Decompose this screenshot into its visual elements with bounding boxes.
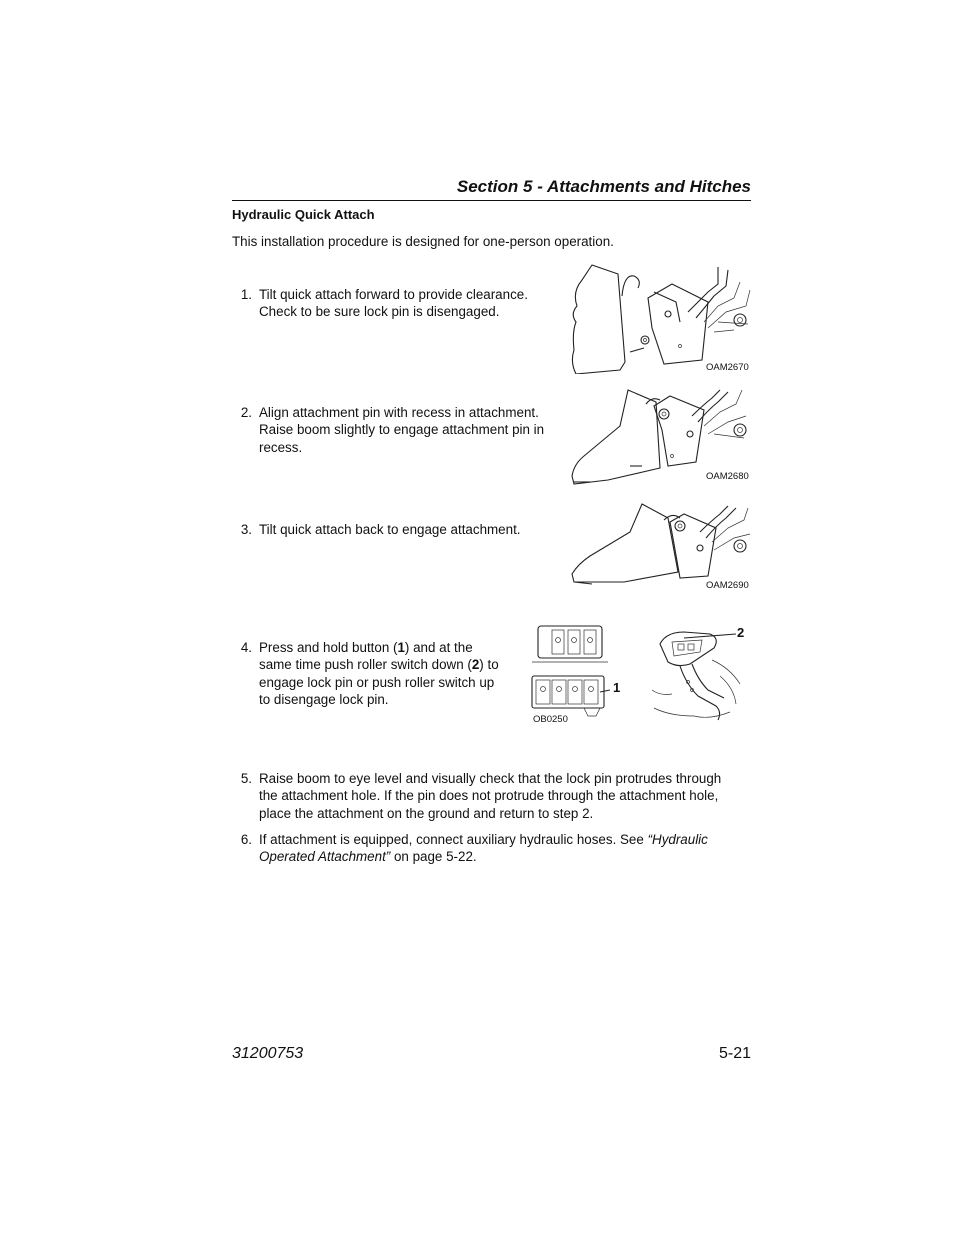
step-line: Raise boom slightly to engage attachment pin in [259, 422, 545, 438]
step-line: Raise boom to eye level and visually check that the lock pin protrudes through [259, 771, 722, 786]
callout-2: 2 [737, 625, 745, 640]
header-rule [232, 200, 751, 201]
step-4 [232, 639, 522, 711]
switch-panel-illustration [530, 622, 610, 720]
step-number: 1. [240, 287, 252, 302]
step-5 [232, 770, 752, 826]
step-line: Press and hold button (1) and at the [259, 640, 473, 655]
step-line: Tilt quick attach forward to provide clearance. [259, 287, 528, 302]
step-6 [232, 831, 752, 869]
figure-caption: OAM2670 [706, 362, 749, 373]
section-title: Section 5 - Attachments and Hitches [456, 177, 751, 196]
step-line: the attachment hole. If the pin does not protrude through the attachment hole, [259, 788, 719, 804]
step-line: place the attachment on the ground and return to step 2. [259, 805, 594, 821]
step-line: If attachment is equipped, connect auxiliary hydraulic hoses. See “Hydraulic [259, 832, 708, 847]
step-2 [232, 404, 572, 460]
step-number: 5. [240, 771, 252, 786]
cross-reference-link[interactable]: “Hydraulic [647, 832, 708, 847]
step-1 [232, 286, 562, 326]
step-3 [232, 521, 562, 541]
figure-caption: OB0250 [533, 714, 568, 725]
step-line: Check to be sure lock pin is disengaged. [259, 304, 500, 320]
joystick-illustration [650, 624, 745, 728]
intro-paragraph: This installation procedure is designed for one-person operation. [232, 234, 614, 249]
cross-reference-link[interactable]: Operated Attachment” [259, 849, 391, 865]
step-line: recess. [259, 439, 303, 455]
step-number: 3. [240, 522, 252, 537]
figure-caption: OAM2680 [706, 471, 749, 482]
step-line: to disengage lock pin. [259, 692, 389, 708]
page-number: 5-21 [718, 1045, 751, 1062]
step-number: 4. [240, 640, 252, 655]
step-line: same time push roller switch down (2) to [259, 657, 499, 673]
step-line: engage lock pin or push roller switch up [259, 674, 495, 690]
callout-ref: 2 [471, 657, 480, 673]
step-line: Tilt quick attach back to engage attachment. [259, 522, 521, 537]
callout-ref: 1 [397, 640, 405, 655]
document-number: 31200753 [232, 1045, 304, 1062]
step-line: Operated Attachment” on page 5-22. [259, 849, 477, 865]
subsection-heading: Hydraulic Quick Attach [232, 207, 375, 222]
figure-caption: OAM2690 [706, 580, 749, 591]
step-line: Align attachment pin with recess in attachment. [259, 405, 539, 420]
step-number: 2. [240, 405, 252, 420]
step-number: 6. [240, 832, 252, 847]
figure-oam2670-illustration [568, 262, 756, 374]
callout-1: 1 [613, 680, 621, 695]
